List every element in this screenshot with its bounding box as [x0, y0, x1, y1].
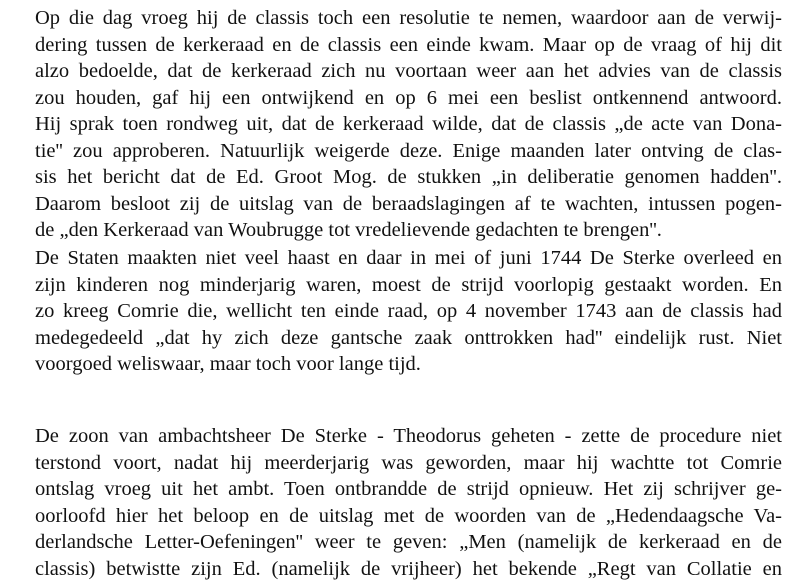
text-line: Hij sprak toen rondweg uit, dat de kerkeraad wilde, dat de classis „de acte van Dona-: [35, 113, 782, 135]
text-line: voorgoed weliswaar, maar toch voor lange tijd.: [35, 353, 421, 375]
text-line: ontslag vroeg uit het ambt. Toen ontbrandde de strijd opnieuw. Het zij schrijver ge-: [35, 478, 782, 500]
text-line: medegedeeld „dat hy zich deze gantsche zaak onttrokken had'' eindelijk rust. Niet: [35, 326, 782, 349]
text-line: oorloofd hier het beloop en de uitslag met de woorden van de „Hedendaagsche Va-: [35, 504, 782, 527]
paragraph-2: [35, 245, 782, 378]
text-line: derlandsche Letter-Oefeningen'' weer te geven: „Men (namelijk de kerkeraad en de: [35, 531, 782, 553]
text-line: terstond voort, nadat hij meerderjarig was geworden, maar hij wachtte tot Comrie: [35, 451, 782, 474]
text-line: tie'' zou approberen. Natuurlijk weigerde deze. Enige maanden later ontving de clas-: [35, 139, 782, 162]
text-line: De Staten maakten niet veel haast en daar in mei of juni 1744 De Sterke overleed en: [35, 247, 782, 269]
text-line: de „den Kerkeraad van Woubrugge tot vredelievende gedachten te brengen''.: [35, 219, 662, 241]
text-line: sis het bericht dat de Ed. Groot Mog. de stukken „in deliberatie genomen hadden''.: [35, 166, 782, 188]
paragraph-1: [35, 5, 782, 244]
text-line: alzo bedoelde, dat de kerkeraad zich nu voortaan weer aan het advies van de classis: [35, 60, 782, 82]
text-line: classis) betwistte zijn Ed. (namelijk de vrijheer) het bekende „Regt van Collatie en: [35, 557, 782, 580]
text-line: Op die dag vroeg hij de classis toch een resolutie te nemen, waardoor aan de verwij-: [35, 7, 782, 29]
text-line: zijn kinderen nog minderjarig waren, moest de strijd voorlopig gestaakt worden. En: [35, 273, 782, 296]
paragraph-3: [35, 423, 782, 582]
text-line: dering tussen de kerkeraad en de classis een einde kwam. Maar op de vraag of hij dit: [35, 33, 782, 56]
text-line: De zoon van ambachtsheer De Sterke - Theodorus geheten - zette de procedure niet: [35, 425, 782, 447]
text-line: Daarom besloot zij de uitslag van de beraadslagingen af te wachten, intussen pogen-: [35, 192, 782, 215]
text-line: zou houden, gaf hij een ontwijkend en op 6 mei een beslist ontkennend antwoord.: [35, 86, 782, 109]
text-line: zo kreeg Comrie die, wellicht ten einde raad, op 4 november 1743 aan de classis had: [35, 300, 782, 322]
